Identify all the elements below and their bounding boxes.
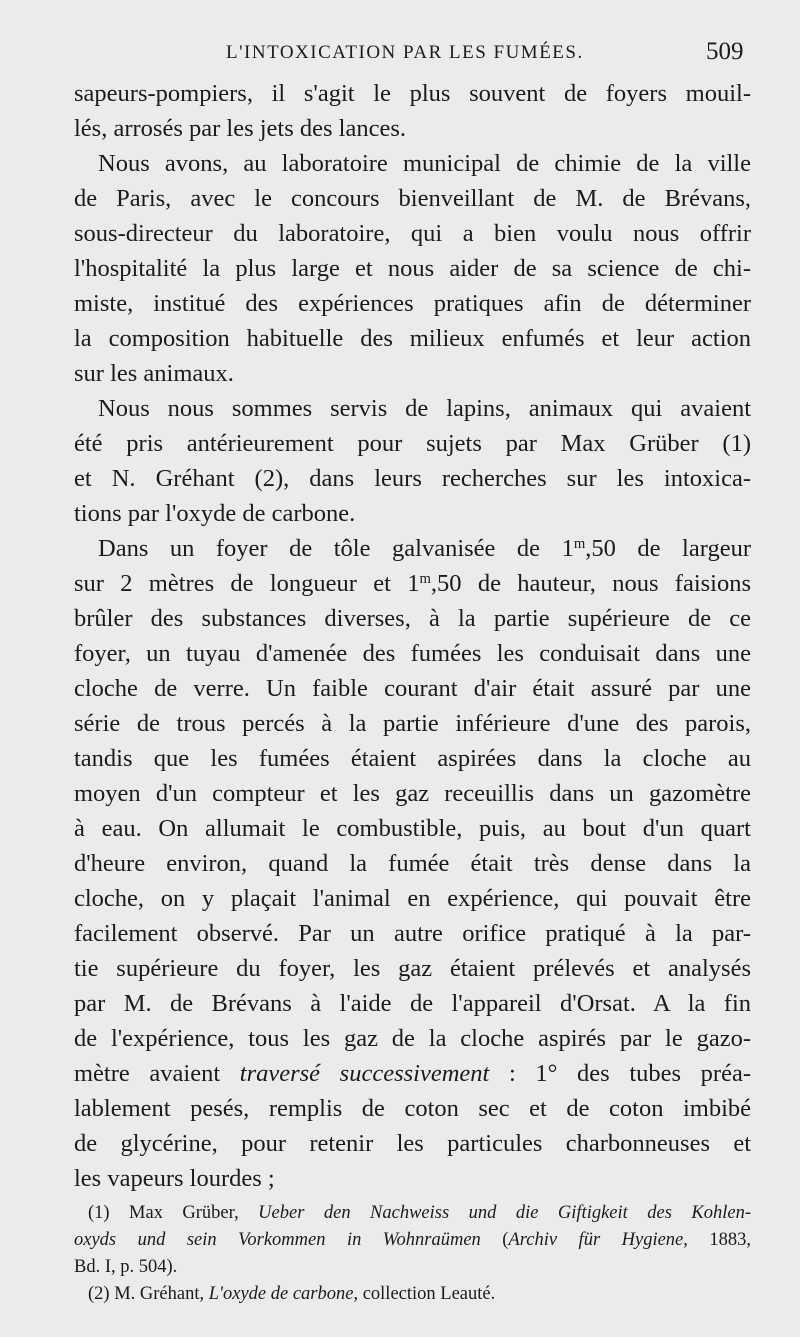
paragraph-line: d'heure environ, quand la fumée était très dense dans la bbox=[74, 850, 751, 877]
paragraph-line: tie supérieure du foyer, les gaz étaient prélevés et analysés bbox=[74, 955, 751, 982]
footnote-line: oxyds und sein Vorkommen in Wohnraümen (Archiv für Hygiene, 1883, bbox=[74, 1230, 751, 1250]
paragraph bbox=[74, 146, 751, 391]
body-text bbox=[74, 76, 751, 1196]
footnote-line: (2) M. Gréhant, L'oxyde de carbone, collection Leauté. bbox=[88, 1284, 496, 1304]
paragraph-line: facilement observé. Par un autre orifice pratiqué à la par- bbox=[74, 920, 751, 947]
paragraph-line: lablement pesés, remplis de coton sec et de coton imbibé bbox=[74, 1095, 751, 1122]
paragraph-line: sur les animaux. bbox=[74, 360, 234, 387]
paragraph-line: Dans un foyer de tôle galvanisée de 1$^m$,50 de largeur bbox=[98, 535, 751, 562]
paragraph-line: tions par l'oxyde de carbone. bbox=[74, 500, 356, 527]
footnote bbox=[74, 1281, 751, 1308]
paragraph-line: tandis que les fumées étaient aspirées dans la cloche au bbox=[74, 745, 751, 772]
paragraph-line: série de trous percés à la partie inférieure d'une des parois, bbox=[74, 710, 751, 737]
paragraph-line: la composition habituelle des milieux enfumés et leur action bbox=[74, 325, 751, 352]
paragraph bbox=[74, 76, 751, 146]
paragraph-line: et N. Gréhant (2), dans leurs recherches sur les intoxica- bbox=[74, 465, 751, 492]
paragraph-line: l'hospitalité la plus large et nous aider de sa science de chi- bbox=[74, 255, 751, 282]
footnote bbox=[74, 1200, 751, 1281]
paragraph-line: lés, arrosés par les jets des lances. bbox=[74, 115, 406, 142]
chapter-title: L'INTOXICATION PAR LES FUMÉES. bbox=[226, 42, 584, 63]
paragraph-line: mètre avaient traversé successivement : 1° des tubes préa- bbox=[74, 1060, 751, 1087]
paragraph-line: cloche, on y plaçait l'animal en expérience, qui pouvait être bbox=[74, 885, 751, 912]
paragraph-line: les vapeurs lourdes ; bbox=[74, 1165, 275, 1192]
paragraph-line: Nous nous sommes servis de lapins, animaux qui avaient bbox=[98, 395, 751, 422]
footnotes bbox=[74, 1200, 751, 1308]
paragraph-line: de Paris, avec le concours bienveillant de M. de Brévans, bbox=[74, 185, 751, 212]
running-header bbox=[0, 34, 800, 74]
paragraph bbox=[74, 531, 751, 1196]
paragraph-line: sur 2 mètres de longueur et 1$^m$,50 de hauteur, nous faisions bbox=[74, 570, 751, 597]
paragraph-line: de l'expérience, tous les gaz de la cloche aspirés par le gazo- bbox=[74, 1025, 751, 1052]
paragraph-line: cloche de verre. Un faible courant d'air était assuré par une bbox=[74, 675, 751, 702]
paragraph-line: de glycérine, pour retenir les particules charbonneuses et bbox=[74, 1130, 751, 1157]
paragraph bbox=[74, 391, 751, 531]
paragraph-line: foyer, un tuyau d'amenée des fumées les conduisait dans une bbox=[74, 640, 751, 667]
paragraph-line: Nous avons, au laboratoire municipal de chimie de la ville bbox=[98, 150, 751, 177]
footnote-line: Bd. I, p. 504). bbox=[74, 1257, 178, 1277]
paragraph-line: brûler des substances diverses, à la partie supérieure de ce bbox=[74, 605, 751, 632]
page-number: 509 bbox=[706, 38, 744, 65]
paragraph-line: été pris antérieurement pour sujets par Max Grüber (1) bbox=[74, 430, 751, 457]
paragraph-line: moyen d'un compteur et les gaz receuillis dans un gazomètre bbox=[74, 780, 751, 807]
paragraph-line: miste, institué des expériences pratiques afin de déterminer bbox=[74, 290, 751, 317]
paragraph-line: sous-directeur du laboratoire, qui a bien voulu nous offrir bbox=[74, 220, 751, 247]
paragraph-line: à eau. On allumait le combustible, puis, au bout d'un quart bbox=[74, 815, 751, 842]
footnote-line: (1) Max Grüber, Ueber den Nachweiss und die Giftigkeit des Kohlen- bbox=[88, 1203, 751, 1223]
paragraph-line: sapeurs-pompiers, il s'agit le plus souvent de foyers mouil- bbox=[74, 80, 751, 107]
paragraph-line: par M. de Brévans à l'aide de l'appareil d'Orsat. A la fin bbox=[74, 990, 751, 1017]
